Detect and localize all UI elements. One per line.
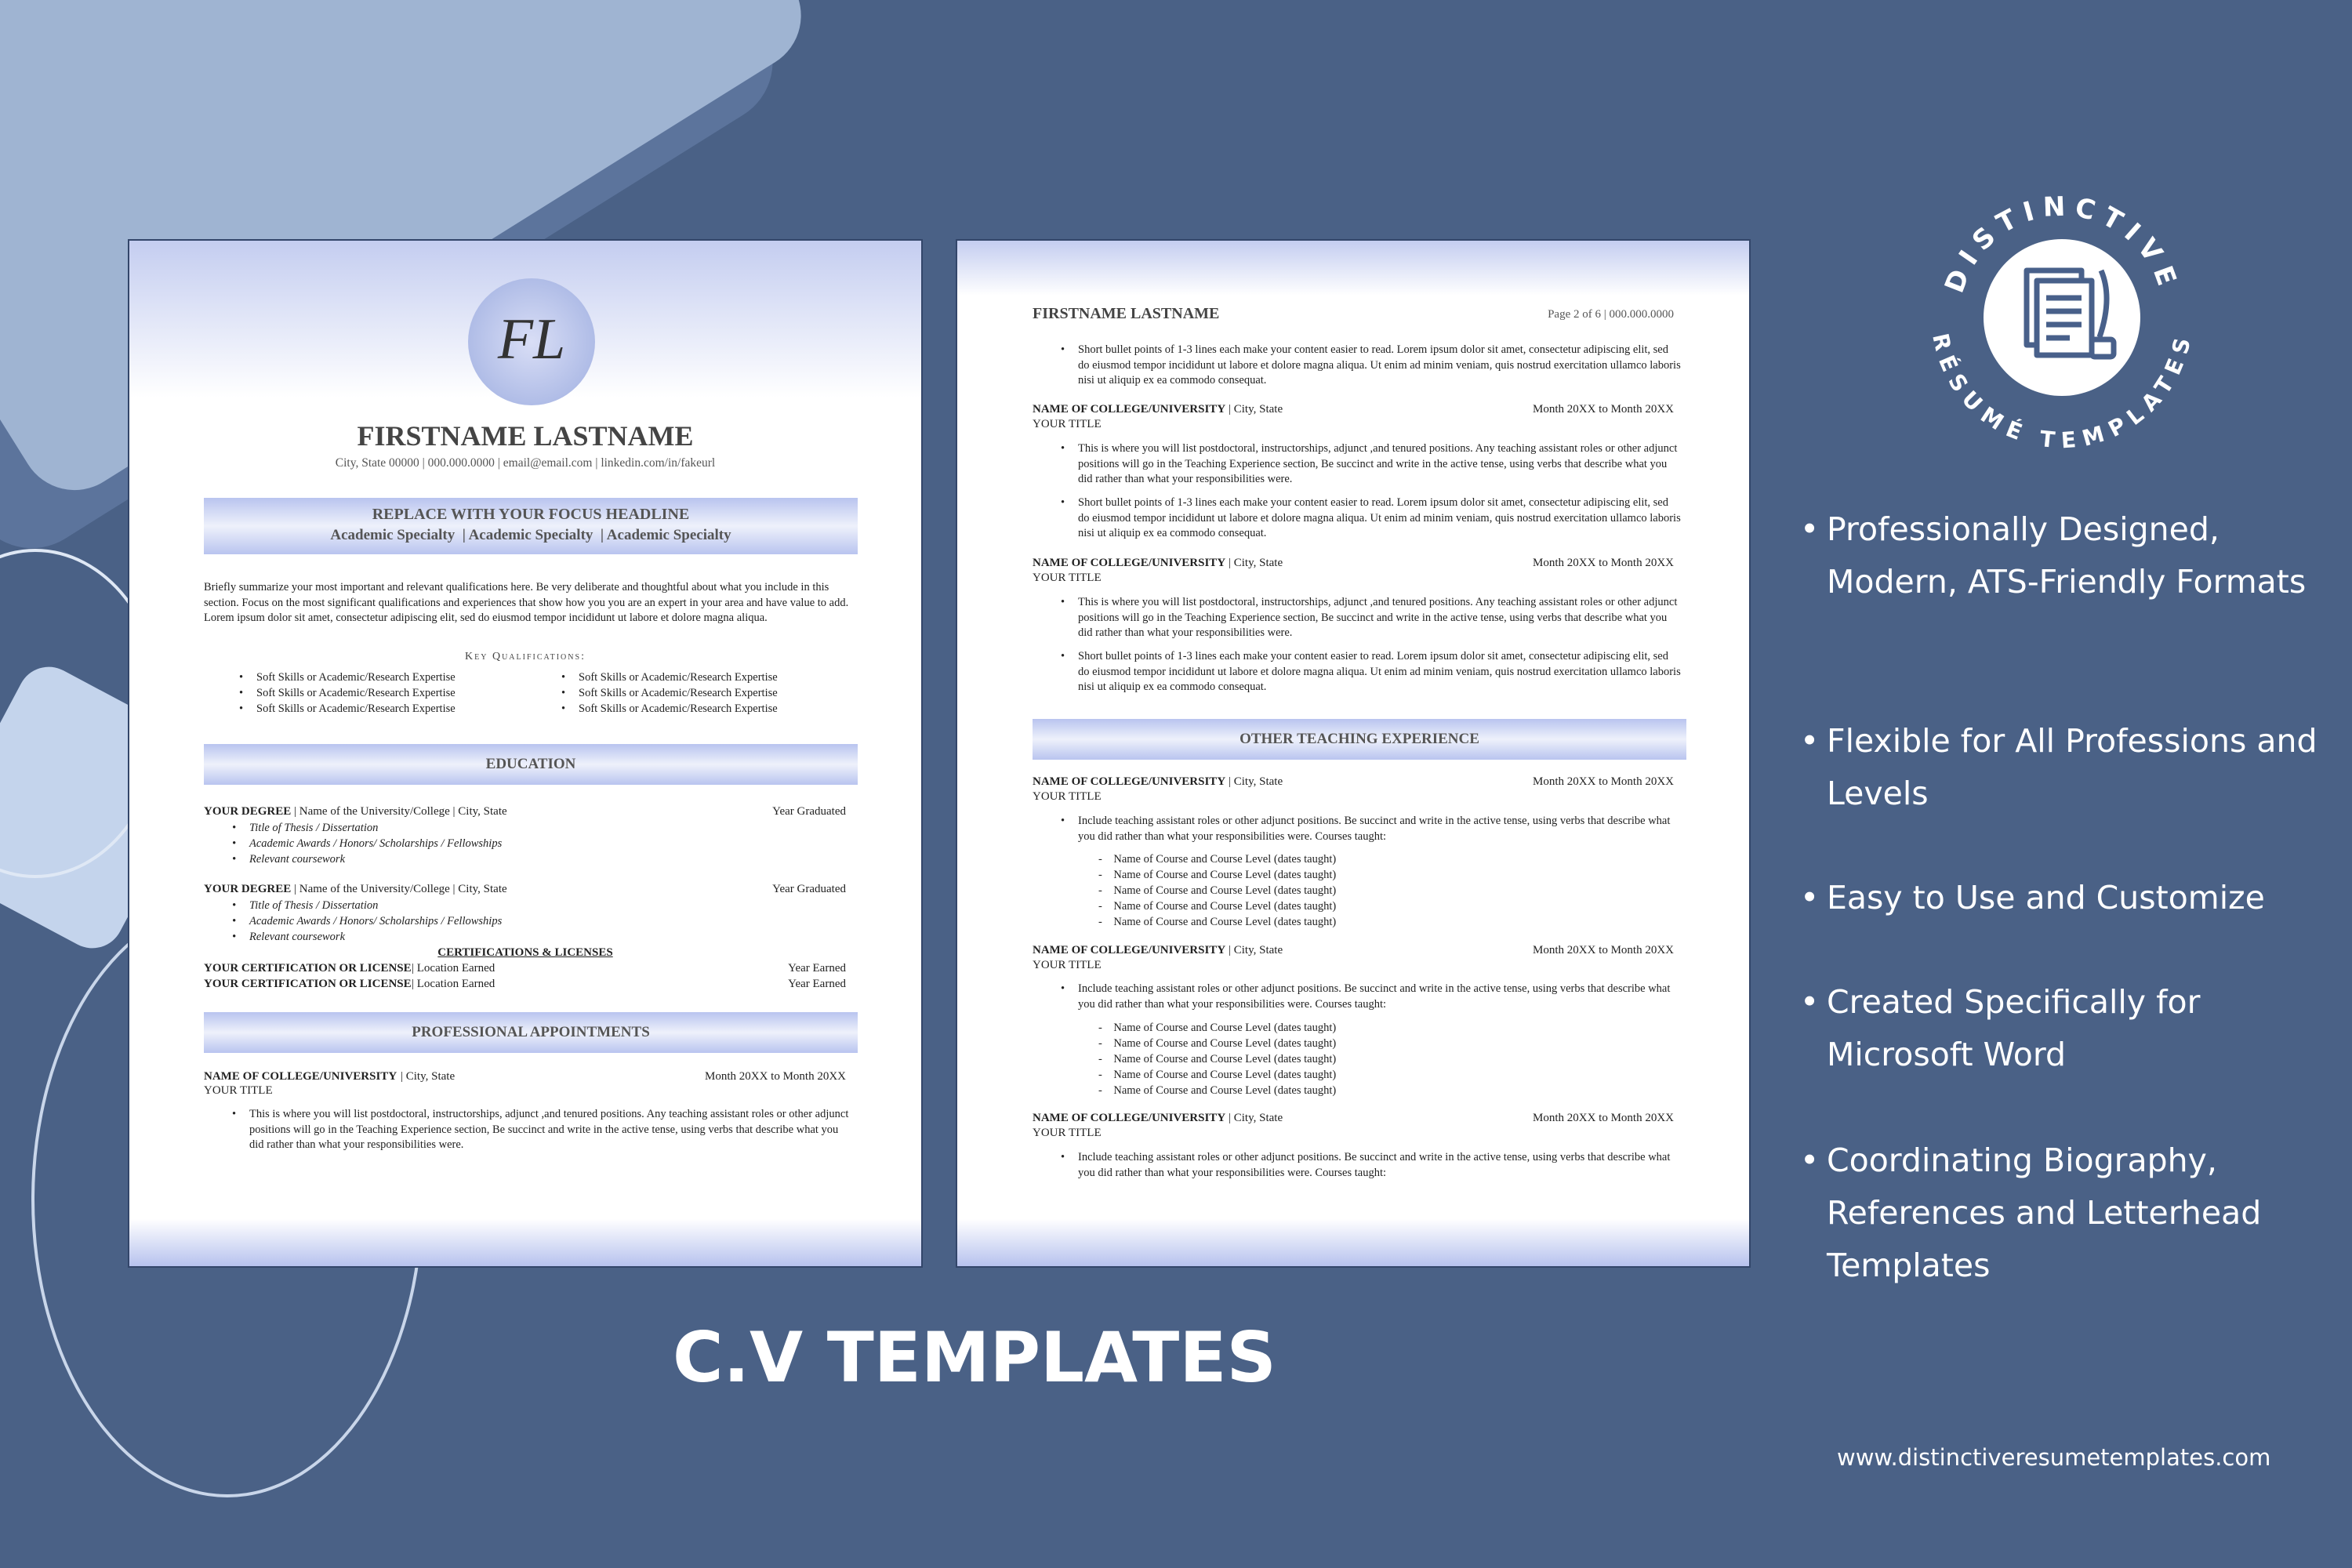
degree-year: Year Graduated — [772, 805, 846, 818]
bottom-gradient-band — [957, 1219, 1749, 1266]
bottom-gradient-band — [129, 1219, 921, 1266]
appointment-bullet: • This is where you will list postdoctoral, instructorships, adjunct ,and tenured positions. Any teaching assistant roles or other adjunct positions will go in the Teaching Experience section, Be succinct and write in the active tense, using verbs that describe what you did rather than what your responsibilities were. — [249, 1107, 853, 1153]
skill-item: • Soft Skills or Academic/Research Expertise — [256, 670, 456, 686]
course-item: - Name of Course and Course Level (dates taught) — [1098, 1084, 1337, 1097]
degree-label: YOUR DEGREE — [204, 805, 292, 818]
feature-text: Professionally Designed, Modern, ATS-Friendly Formats — [1827, 510, 2307, 601]
content-bullet: • Short bullet points of 1-3 lines each make your content easier to read. Lorem ipsum dolor sit amet, consectetur adipiscing elit, sed do eiusmod tempor incididunt ut labore et dolore magna aliqua. Ut enim ad minim veniam, quis nostrud exercitation ullamco laboris nisi ut aliquip ex ea commodo consequat. — [1078, 649, 1682, 695]
content-bullet: • Include teaching assistant roles or other adjunct positions. Be succinct and write in the active tense, using verbs that describe what you did rather than what your responsibilities were. Courses taught: — [1078, 1150, 1682, 1181]
college-location: | City, State — [401, 1070, 456, 1083]
college-name: NAME OF COLLEGE/UNIVERSITY — [1033, 1112, 1226, 1124]
degree-detail: | Name of the University/College | City, State — [294, 805, 507, 818]
logo-badge-icon — [1913, 169, 2211, 466]
skill-item: • Soft Skills or Academic/Research Expertise — [256, 702, 456, 717]
feature-item: • Easy to Use and Customize — [1800, 879, 2265, 916]
course-item: - Name of Course and Course Level (dates taught) — [1098, 900, 1337, 913]
other-teaching-title: OTHER TEACHING EXPERIENCE — [1240, 731, 1479, 747]
degree-item: • Relevant coursework — [249, 930, 345, 946]
college-location: | City, State — [1229, 403, 1283, 416]
feature-text: Easy to Use and Customize — [1827, 879, 2265, 916]
degree-detail: | Name of the University/College | City, State — [294, 883, 507, 895]
content-bullet: • Short bullet points of 1-3 lines each make your content easier to read. Lorem ipsum dolor sit amet, consectetur adipiscing elit, sed do eiusmod tempor incididunt ut labore et dolore magna aliqua. Ut enim ad minim veniam, quis nostrud exercitation ullamco laboris nisi ut aliquip ex ea commodo consequat. — [1078, 343, 1682, 389]
entry-dates: Month 20XX to Month 20XX — [1532, 775, 1674, 788]
college-name: NAME OF COLLEGE/UNIVERSITY — [1033, 403, 1226, 416]
focus-headline: REPLACE WITH YOUR FOCUS HEADLINE — [372, 506, 690, 523]
cert-detail: | Location Earned — [412, 978, 495, 990]
course-item: - Name of Course and Course Level (dates taught) — [1098, 853, 1337, 866]
course-item: - Name of Course and Course Level (dates taught) — [1098, 1022, 1337, 1034]
college-name: NAME OF COLLEGE/UNIVERSITY — [1033, 944, 1226, 956]
feature-item: • Professionally Designed, Modern, ATS-Friendly Formats — [1800, 510, 2307, 601]
logo-top-text: DISTINCTIVE — [1939, 191, 2185, 297]
skill-item: • Soft Skills or Academic/Research Expertise — [579, 702, 778, 717]
caption-title: C.V TEMPLATES — [673, 1317, 1276, 1398]
degree-item: • Title of Thesis / Dissertation — [249, 898, 378, 914]
course-item: - Name of Course and Course Level (dates taught) — [1098, 1053, 1337, 1065]
college-location: | City, State — [1229, 775, 1283, 788]
skill-item: • Soft Skills or Academic/Research Expertise — [579, 686, 778, 702]
education-title: EDUCATION — [485, 756, 576, 772]
feature-text: Flexible for All Professions and Levels — [1827, 722, 2318, 812]
course-item: - Name of Course and Course Level (dates taught) — [1098, 884, 1337, 897]
entry-dates: Month 20XX to Month 20XX — [1532, 403, 1674, 416]
college-location: | City, State — [1229, 557, 1283, 569]
cert-year: Year Earned — [788, 978, 846, 990]
appointment-dates: Month 20XX to Month 20XX — [704, 1070, 846, 1083]
job-title: YOUR TITLE — [1033, 418, 1102, 430]
content-bullet: • Include teaching assistant roles or other adjunct positions. Be succinct and write in the active tense, using verbs that describe what you did rather than what your responsibilities were. Courses taught: — [1078, 814, 1682, 844]
course-item: - Name of Course and Course Level (dates taught) — [1098, 869, 1337, 881]
college-name: NAME OF COLLEGE/UNIVERSITY — [1033, 557, 1226, 569]
skill-item: • Soft Skills or Academic/Research Expertise — [579, 670, 778, 686]
key-qualifications-title: Key Qualifications: — [465, 651, 586, 662]
job-title: YOUR TITLE — [1033, 1127, 1102, 1139]
page-title: FIRSTNAME LASTNAME — [357, 420, 694, 452]
feature-text: Coordinating Biography, References and Letterhead Templates — [1827, 1142, 2262, 1284]
cv-page-2 — [957, 241, 1749, 1266]
degree-item: • Title of Thesis / Dissertation — [249, 821, 378, 837]
entry-dates: Month 20XX to Month 20XX — [1532, 1112, 1674, 1124]
cert-label: YOUR CERTIFICATION OR LICENSE — [204, 962, 412, 975]
job-title: YOUR TITLE — [1033, 572, 1102, 584]
page-header-info: Page 2 of 6 | 000.000.0000 — [1548, 308, 1674, 321]
specialties: Academic Specialty | Academic Specialty | Academic Specialty — [330, 527, 731, 543]
certifications-title: CERTIFICATIONS & LICENSES — [437, 946, 613, 959]
appointments-title: PROFESSIONAL APPOINTMENTS — [412, 1024, 650, 1040]
monogram-text: FL — [497, 307, 566, 372]
course-item: - Name of Course and Course Level (dates taught) — [1098, 916, 1337, 928]
college-location: | City, State — [1229, 944, 1283, 956]
page-header-name: FIRSTNAME LASTNAME — [1033, 305, 1220, 322]
content-bullet: • This is where you will list postdoctoral, instructorships, adjunct ,and tenured positions. Any teaching assistant roles or other adjunct positions will go in the Teaching Experience section, Be succinct and write in the active tense, using verbs that describe what you did rather than what your responsibilities were. — [1078, 441, 1682, 488]
content-bullet: • Short bullet points of 1-3 lines each make your content easier to read. Lorem ipsum dolor sit amet, consectetur adipiscing elit, sed do eiusmod tempor incididunt ut labore et dolore magna aliqua. Ut enim ad minim veniam, quis nostrud exercitation ullamco laboris nisi ut aliquip ex ea commodo consequat. — [1078, 495, 1682, 542]
course-item: - Name of Course and Course Level (dates taught) — [1098, 1069, 1337, 1081]
degree-item: • Academic Awards / Honors/ Scholarships / Fellowships — [249, 837, 502, 852]
summary-paragraph: Briefly summarize your most important and relevant qualifications here. Be very deliberate and thoughtful about what you include in this section. Focus on the most significant qualifications and experiences that show how you you are an expert in your area and have value to add. Lorem ipsum dolor sit amet, consectetur adipiscing elit, sed do eiusmod tempor incididunt ut labore et dolore magna aliqua. — [204, 581, 849, 624]
degree-item: • Academic Awards / Honors/ Scholarships / Fellowships — [249, 914, 502, 930]
degree-year: Year Graduated — [772, 883, 846, 895]
cert-year: Year Earned — [788, 962, 846, 975]
logo-bottom-text: RÉSUMÉ TEMPLATES — [1927, 331, 2197, 454]
college-name: NAME OF COLLEGE/UNIVERSITY — [204, 1070, 397, 1083]
cv-page-1 — [129, 241, 921, 1266]
brand-logo — [1913, 169, 2211, 466]
degree-label: YOUR DEGREE — [204, 883, 292, 895]
feature-item: • Created Specifically for Microsoft Word — [1800, 983, 2201, 1073]
degree-item: • Relevant coursework — [249, 852, 345, 868]
feature-text: Created Specifically for Microsoft Word — [1827, 983, 2201, 1073]
job-title: YOUR TITLE — [1033, 790, 1102, 803]
feature-item: • Flexible for All Professions and Levels — [1800, 722, 2318, 812]
skill-item: • Soft Skills or Academic/Research Expertise — [256, 686, 456, 702]
cert-detail: | Location Earned — [412, 962, 495, 975]
content-bullet: • This is where you will list postdoctoral, instructorships, adjunct ,and tenured positions. Any teaching assistant roles or other adjunct positions will go in the Teaching Experience section, Be succinct and write in the active tense, using verbs that describe what you did rather than what your responsibilities were. — [1078, 595, 1682, 641]
job-title: YOUR TITLE — [204, 1084, 273, 1097]
top-gradient-band — [957, 241, 1749, 296]
job-title: YOUR TITLE — [1033, 959, 1102, 971]
website-link[interactable]: www.distinctiveresumetemplates.com — [1837, 1444, 2271, 1471]
college-location: | City, State — [1229, 1112, 1283, 1124]
course-item: - Name of Course and Course Level (dates taught) — [1098, 1037, 1337, 1050]
content-bullet: • Include teaching assistant roles or other adjunct positions. Be succinct and write in the active tense, using verbs that describe what you did rather than what your responsibilities were. Courses taught: — [1078, 982, 1682, 1012]
entry-dates: Month 20XX to Month 20XX — [1532, 557, 1674, 569]
entry-dates: Month 20XX to Month 20XX — [1532, 944, 1674, 956]
cert-label: YOUR CERTIFICATION OR LICENSE — [204, 978, 412, 990]
contact-line: City, State 00000 | 000.000.0000 | email@email.com | linkedin.com/in/fakeurl — [335, 456, 716, 470]
feature-item: • Coordinating Biography, References and Letterhead Templates — [1800, 1142, 2262, 1284]
college-name: NAME OF COLLEGE/UNIVERSITY — [1033, 775, 1226, 788]
